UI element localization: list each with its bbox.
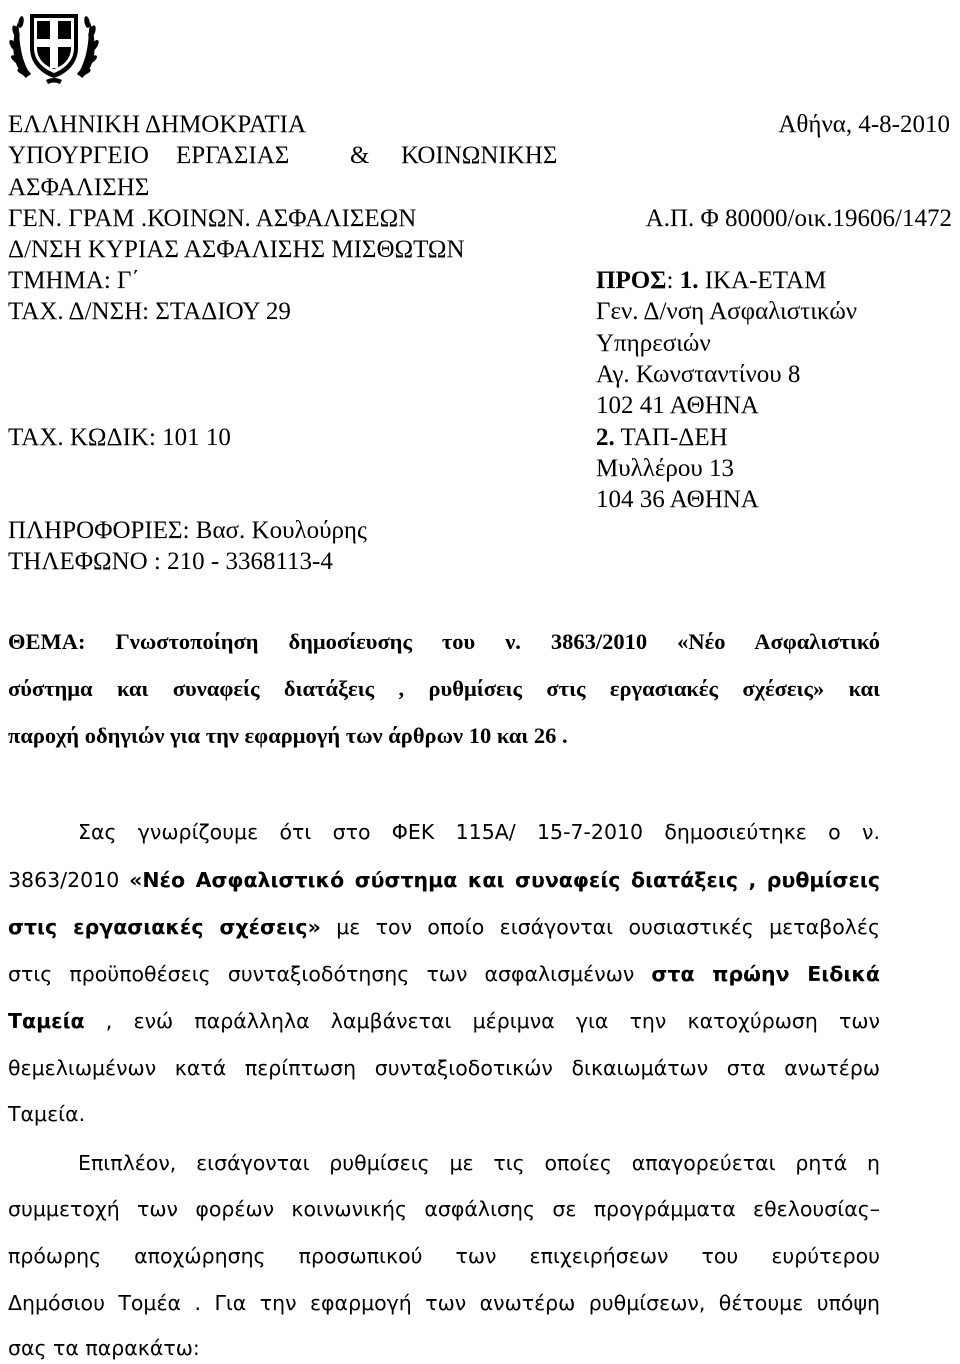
body-p1-line7: Ταμεία. — [8, 1102, 86, 1126]
recipient-1-address: Αγ. Κωνσταντίνου 8 — [596, 361, 801, 388]
subject-line-1: ΘΕΜΑ: Γνωστοποίηση δημοσίευσης του ν. 3863/2010 «Νέο Ασφαλιστικό — [8, 629, 880, 654]
subject-line-2: σύστημα και συναφείς διατάξεις , ρυθμίσεις στις εργασιακές σχέσεις» και — [8, 676, 880, 701]
former-special-funds-bold: στα πρώην Ειδικά — [651, 962, 880, 986]
subject-line-3: παροχή οδηγιών για την εφαρμογή των άρθρων 10 και 26 . — [8, 723, 568, 748]
header-postal-address: ΤΑΧ. Δ/ΝΣΗ: ΣΤΑΔΙΟΥ 29 — [8, 298, 291, 325]
to-separator: : — [666, 267, 680, 294]
recipient-2-name: ΤΑΠ-ΔΕΗ — [614, 424, 728, 451]
body-p1-line2 — [8, 866, 880, 894]
law-number: 3863/2010 — [8, 868, 130, 892]
recipient-1-line2: Γεν. Δ/νση Ασφαλιστικών — [596, 298, 858, 325]
to-label: ΠΡΟΣ — [596, 267, 667, 294]
recipient-1-line3: Υπηρεσιών — [596, 330, 711, 357]
body-p1-line1: Σας γνωρίζουμε ότι στο ΦΕΚ 115Α/ 15-7-2010 δημοσιεύτηκε ο ν. — [78, 820, 880, 844]
recipient-1-number: 1. — [679, 267, 699, 294]
ministry-word-4: ΚΟΙΝΩΝΙΚΗΣ — [401, 142, 558, 169]
header-information-contact: ΠΛΗΡΟΦΟΡΙΕΣ: Βασ. Κουλούρης — [8, 517, 367, 544]
ministry-word-3: & — [350, 142, 370, 169]
recipient-2-postcode: 104 36 ΑΘΗΝΑ — [596, 486, 759, 513]
body-p2-line1: Επιπλέον, εισάγονται ρυθμίσεις με τις οποίες απαγορεύεται ρητά η — [78, 1151, 880, 1175]
recipients-heading — [596, 265, 826, 297]
header-department: ΤΜΗΜΑ: Γ΄ — [8, 267, 140, 294]
protocol-number: Α.Π. Φ 80000/οικ.19606/1472 — [645, 205, 952, 232]
body-p2-line3: πρόωρης αποχώρησης προσωπικού των επιχειρήσεων του ευρύτερου — [8, 1244, 880, 1268]
body-p1-line5-text: , ενώ παράλληλα λαμβάνεται μέριμνα για την κατοχύρωση των — [84, 1009, 880, 1033]
recipient-1-name: ΙΚΑ-ΕΤΑΜ — [698, 267, 827, 294]
recipient-2-address: Μυλλέρου 13 — [596, 455, 734, 482]
body-p1-line3-text: με τον οποίο εισάγονται ουσιαστικές μεταβολές — [320, 915, 880, 939]
body-p2-line4: Δημόσιου Τομέα . Για την εφαρμογή των ανωτέρω ρυθμίσεων, θέτουμε υπόψη — [8, 1291, 880, 1315]
body-p1-line6: θεμελιωμένων κατά περίπτωση συνταξιοδοτικών δικαιωμάτων στα ανωτέρω — [8, 1056, 880, 1080]
body-p2-line2: συμμετοχή των φορέων κοινωνικής ασφάλισης σε προγράμματα εθελουσίας– — [8, 1197, 880, 1221]
body-p2-line5: σας τα παρακάτω: — [8, 1336, 200, 1360]
law-title-part2: στις εργασιακές σχέσεις» — [8, 915, 321, 939]
document-date: Αθήνα, 4-8-2010 — [778, 111, 950, 138]
header-telephone: ΤΗΛΕΦΩΝΟ : 210 - 3368113-4 — [8, 548, 333, 575]
funds-bold: Ταμεία — [8, 1009, 85, 1033]
body-p1-line4 — [8, 960, 880, 988]
law-title-part1: «Νέο Ασφαλιστικό σύστημα και συναφείς διατάξεις , ρυθμίσεις — [129, 868, 880, 892]
body-p1-line4-text: στις προϋποθέσεις συνταξιοδότησης των ασφαλισμένων — [8, 962, 652, 986]
greek-coat-of-arms-emblem — [6, 4, 102, 86]
header-ministry-line2: ΑΣΦΑΛΙΣΗΣ — [8, 174, 150, 201]
recipient-2-heading — [596, 422, 728, 454]
ministry-word-2: ΕΡΓΑΣΙΑΣ — [176, 142, 290, 169]
ministry-word-1: ΥΠΟΥΡΓΕΙΟ — [8, 142, 149, 169]
recipient-1-postcode: 102 41 ΑΘΗΝΑ — [596, 392, 759, 419]
recipient-2-number: 2. — [596, 424, 615, 451]
header-directorate: Δ/ΝΣΗ ΚΥΡΙΑΣ ΑΣΦΑΛΙΣΗΣ ΜΙΣΘΩΤΩΝ — [8, 236, 465, 263]
body-p1-line3 — [8, 913, 880, 941]
body-p1-line5 — [8, 1007, 880, 1035]
header-country: ΕΛΛΗΝΙΚΗ ΔΗΜΟΚΡΑΤΙΑ — [8, 111, 306, 138]
header-general-secretariat: ΓΕΝ. ΓΡΑΜ .ΚΟΙΝΩΝ. ΑΣΦΑΛΙΣΕΩΝ — [8, 205, 417, 232]
header-postal-code: ΤΑΧ. ΚΩΔΙΚ: 101 10 — [8, 424, 231, 451]
